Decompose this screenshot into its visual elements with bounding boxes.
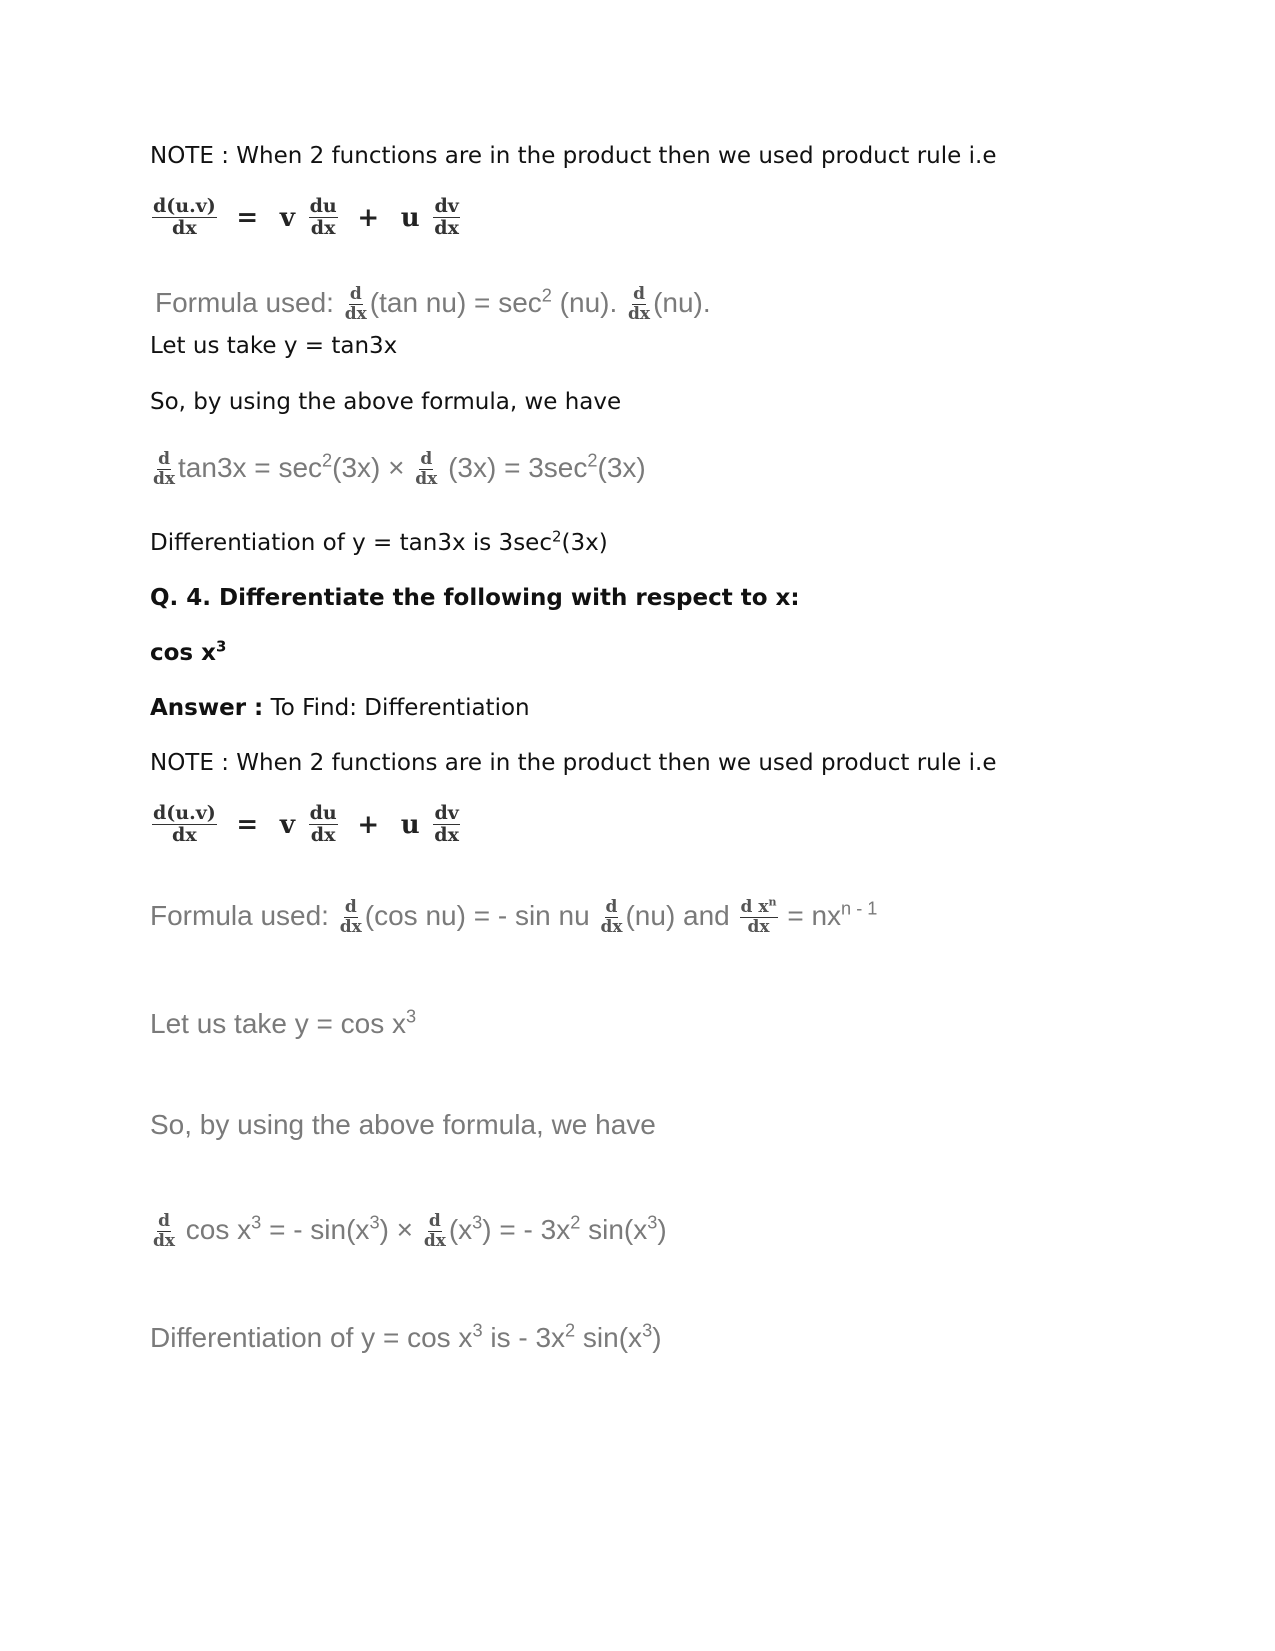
fraction-dv-dx: $\frac{dv}{dx}$	[434, 195, 459, 239]
note-product-rule-2: NOTE : When 2 functions are in the product then we used product rule i.e	[150, 750, 997, 776]
derivation-cosx3: $\frac{d}{dx}$ $\cos x^3$ = - $\sin(x^3)$ × $\frac{d}{dx}$ $(x^3)$ = - $3x^2$ $\sin(x^3)$	[153, 1211, 667, 1252]
fraction-duv-dx: $\frac{d(u.v)}{dx}$	[153, 195, 216, 239]
fraction-d-dx: $\frac{d}{dx}$	[339, 897, 362, 938]
fraction-du-dx: $\frac{du}{dx}$	[309, 802, 337, 846]
fraction-dxn-dx: $\frac{d x^n}{dx}$	[740, 895, 777, 938]
let-y-cosx3: Let us take $y = \cos x^3$	[150, 1006, 417, 1039]
formula-used-tan: Formula used: $\frac{d}{dx}$ (tan $nu) = \sec^2 (nu)$. $\frac{d}{dx}$ (nu).	[155, 284, 711, 325]
fraction-d-dx: $\frac{d}{dx}$	[628, 284, 651, 325]
result-cosx3: Differentiation of $y = \cos x^3$ is - $3x^2$ $\sin(x^3)$	[150, 1320, 662, 1353]
fraction-du-dx: $\frac{du}{dx}$	[309, 195, 337, 239]
so-by-using-1: So, by using the above formula, we have	[150, 389, 622, 415]
fraction-duv-dx: $\frac{d(u.v)}{dx}$	[153, 802, 216, 846]
fraction-d-dx: $\frac{d}{dx}$	[153, 449, 176, 490]
fraction-d-dx: $\frac{d}{dx}$	[600, 897, 623, 938]
result-tan3x: Differentiation of y = tan3x is $3\sec^2(3x)$	[150, 527, 608, 556]
product-rule-formula: $\frac{d(u.v)}{dx}$ = v $\frac{du}{dx}$ + u $\frac{dv}{dx}$	[153, 195, 459, 239]
fraction-d-dx: $\frac{d}{dx}$	[344, 284, 367, 325]
product-rule-formula-2: $\frac{d(u.v)}{dx}$ = v $\frac{du}{dx}$ + u $\frac{dv}{dx}$	[153, 802, 459, 846]
let-y-tan3x: Let us take y = tan3x	[150, 333, 398, 359]
so-by-using-2: So, by using the above formula, we have	[150, 1109, 656, 1140]
question-4-heading: Q. 4. Differentiate the following with respect to x:	[150, 585, 800, 611]
answer-line: Answer : To Find: Differentiation	[150, 695, 530, 721]
fraction-d-dx: $\frac{d}{dx}$	[423, 1211, 446, 1252]
derivation-tan3x: $\frac{d}{dx}$ $\tan 3x = \sec^2(3x)$ × $\frac{d}{dx}$ $(3x) = 3\sec^2(3x)$	[153, 449, 646, 490]
question-4-expression: $\cos x^3$	[150, 637, 227, 666]
formula-used-cos: Formula used: $\frac{d}{dx}$ (cos nu) = - sin nu $\frac{d}{dx}$ (nu) and $\frac{d x^n}{dx}$ = $nx^{n - 1}$	[150, 895, 878, 938]
fraction-dv-dx: $\frac{dv}{dx}$	[434, 802, 459, 846]
fraction-d-dx: $\frac{d}{dx}$	[415, 449, 438, 490]
note-product-rule: NOTE : When 2 functions are in the product then we used product rule i.e	[150, 143, 997, 169]
fraction-d-dx: $\frac{d}{dx}$	[153, 1211, 176, 1252]
